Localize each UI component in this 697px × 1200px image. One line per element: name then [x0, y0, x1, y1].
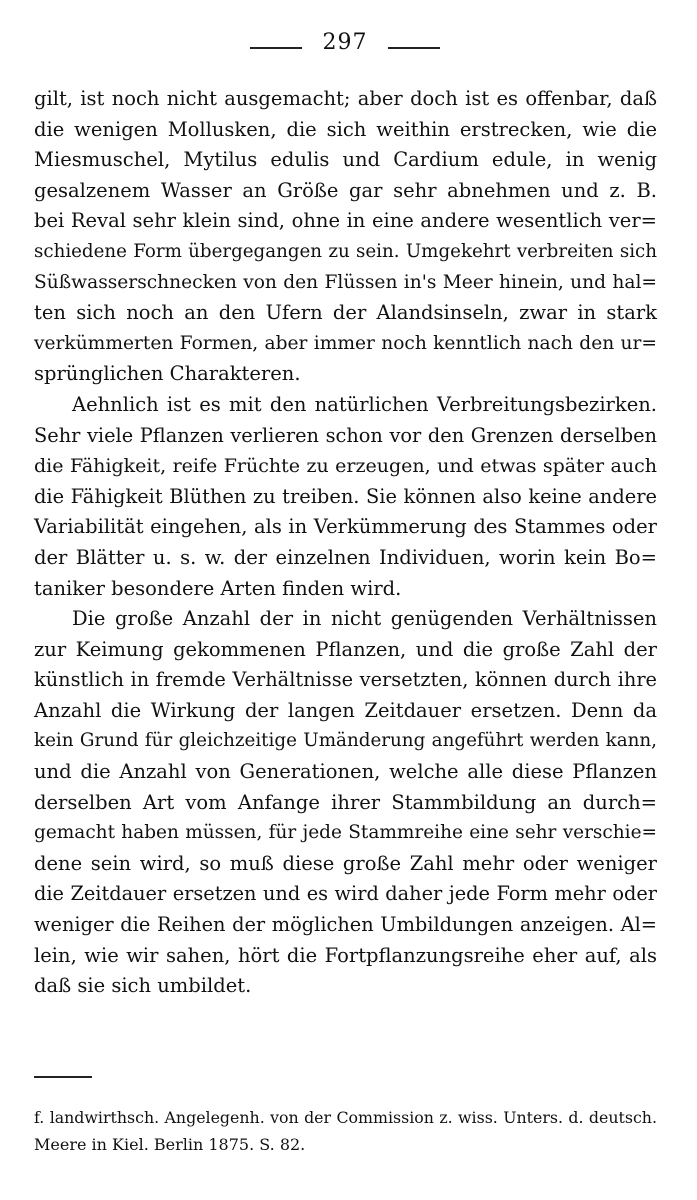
text-line: Anzahl die Wirkung der langen Zeitdauer ersetzen. Denn da	[34, 698, 657, 722]
text-line: Die große Anzahl der in nicht genügenden Verhältnissen	[72, 607, 657, 631]
text-line: lein, wie wir sahen, hört die Fortpflanzungsreihe eher auf, als	[34, 943, 657, 967]
header-rule-left	[250, 47, 302, 49]
text-line: Miesmuschel, Mytilus edulis und Cardium edule, in wenig	[34, 148, 657, 172]
text-line: kein Grund für gleichzeitige Umänderung angeführt werden kann,	[34, 730, 657, 752]
text-line: taniker besondere Arten finden wird.	[34, 576, 402, 600]
text-line: Variabilität eingehen, als in Verkümmerung des Stammes oder	[34, 515, 657, 539]
text-line: künstlich in fremde Verhältnisse versetzten, können durch ihre	[34, 668, 657, 692]
text-line: die wenigen Mollusken, die sich weithin erstrecken, wie die	[34, 117, 657, 141]
text-line: daß sie sich umbildet.	[34, 974, 252, 998]
text-line: gilt, ist noch nicht ausgemacht; aber doch ist es offenbar, daß	[34, 87, 657, 110]
text-line: die Zeitdauer ersetzen und es wird daher jede Form mehr oder	[34, 882, 657, 906]
page-number: 297	[322, 30, 368, 55]
text-line: weniger die Reihen der möglichen Umbildungen anzeigen. Al=	[34, 913, 657, 937]
footnote-line: f. landwirthsch. Angelegenh. von der Commission z. wiss. Unters. d. deutsch.	[34, 1108, 657, 1127]
footnote-rule	[34, 1076, 92, 1078]
paragraph-3	[34, 604, 657, 1002]
page-header	[0, 30, 697, 62]
text-line: verkümmerten Formen, aber immer noch kenntlich nach den ur=	[34, 332, 657, 354]
text-line: derselben Art vom Anfange ihrer Stammbildung an durch=	[34, 790, 657, 814]
text-line: und die Anzahl von Generationen, welche alle diese Pflanzen	[34, 760, 657, 784]
text-line: zur Keimung gekommenen Pflanzen, und die große Zahl der	[34, 637, 657, 661]
text-line: die Fähigkeit Blüthen zu treiben. Sie können also keine andere	[34, 484, 657, 508]
text-line: Aehnlich ist es mit den natürlichen Verbreitungsbezirken.	[72, 392, 657, 416]
text-line: schiedene Form übergegangen zu sein. Umgekehrt verbreiten sich	[34, 240, 657, 262]
text-line: sprünglichen Charakteren.	[34, 362, 301, 386]
text-line: Süßwasserschnecken von den Flüssen in's Meer hinein, und hal=	[34, 271, 657, 293]
footnote-line: Meere in Kiel. Berlin 1875. S. 82.	[34, 1135, 306, 1154]
paragraph-1	[34, 84, 657, 390]
text-line: gemacht haben müssen, für jede Stammreihe eine sehr verschie=	[34, 822, 657, 844]
text-line: bei Reval sehr klein sind, ohne in eine andere wesentlich ver=	[34, 209, 657, 233]
body-text	[34, 84, 657, 1002]
text-line: dene sein wird, so muß diese große Zahl mehr oder weniger	[34, 851, 657, 875]
paragraph-2	[34, 390, 657, 604]
text-line: der Blätter u. s. w. der einzelnen Individuen, worin kein Bo=	[34, 545, 657, 569]
text-line: gesalzenem Wasser an Größe gar sehr abnehmen und z. B.	[34, 178, 657, 202]
text-line: Sehr viele Pflanzen verlieren schon vor den Grenzen derselben	[34, 423, 657, 447]
header-rule-right	[388, 47, 440, 49]
footnote	[34, 1104, 657, 1158]
text-line: die Fähigkeit, reife Früchte zu erzeugen, und etwas später auch	[34, 455, 657, 478]
text-line: ten sich noch an den Ufern der Alandsinseln, zwar in stark	[34, 301, 657, 325]
